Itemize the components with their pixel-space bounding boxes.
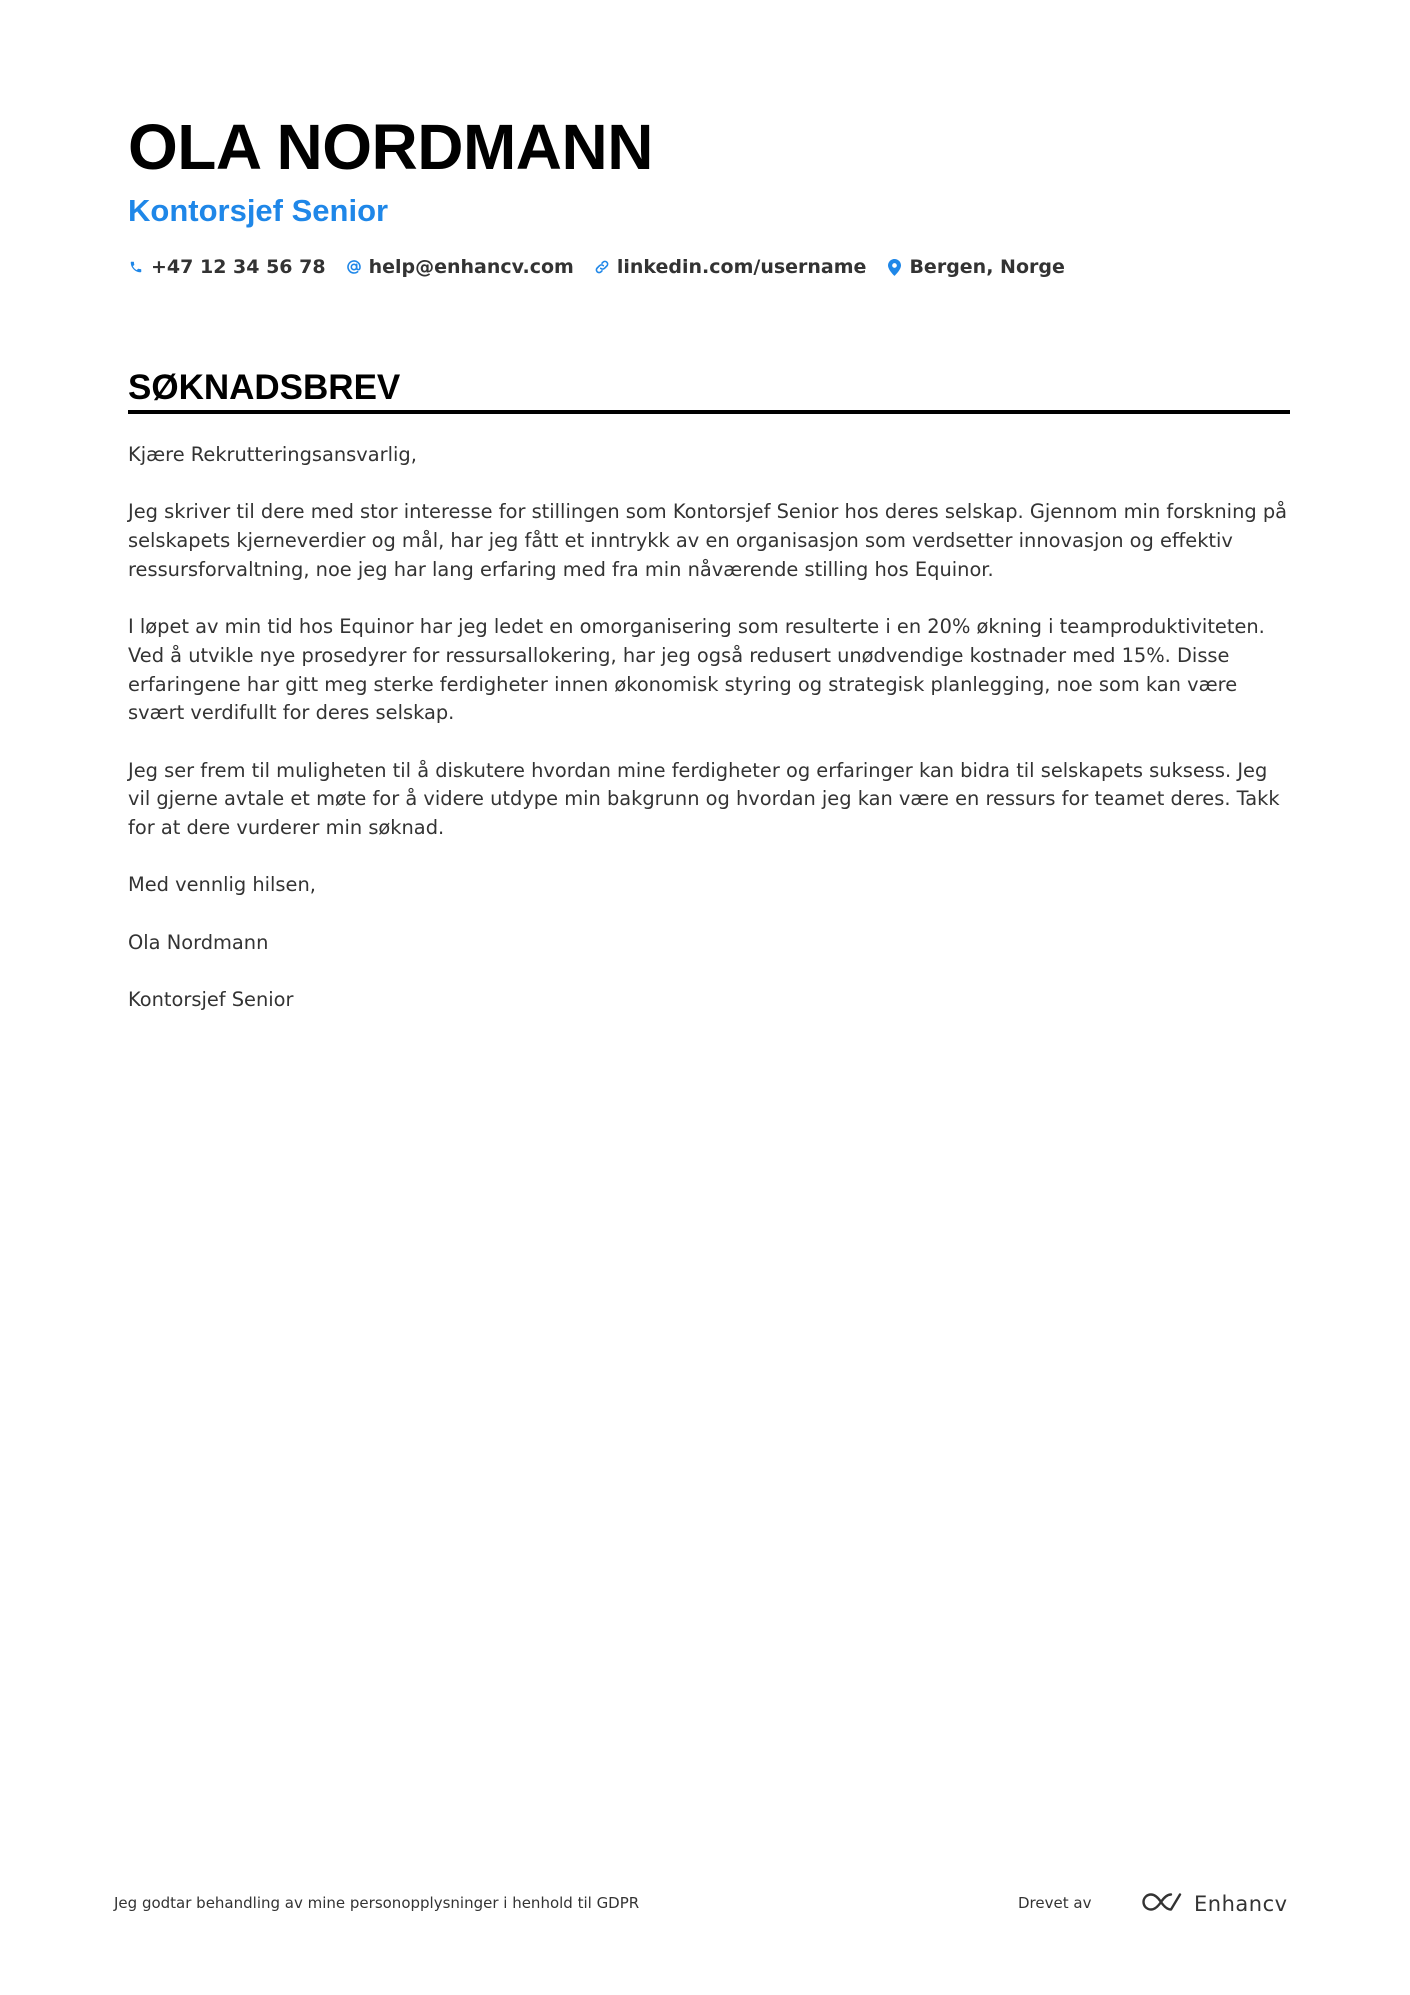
letter-paragraph: Jeg ser frem til muligheten til å diskutere hvordan mine ferdigheter og erfaringer kan bidra til selskapets suksess. Jeg vil gjerne avtale et møte for å videre utdype min bakgrunn og hvordan jeg kan være en ressurs for teamet deres. Takk for at dere vurderer min søknad. [128,758,1280,840]
at-icon [346,257,362,277]
enhancv-logo[interactable] [1138,1890,1288,1918]
letter-paragraph: Jeg skriver til dere med stor interesse for stillingen som Kontorsjef Senior hos deres selskap. Gjennom min forskning på selskapets kjerneverdier og mål, har jeg fått et inntrykk av en organisasjon som verdsetter innovasjon og effektiv ressursforvaltning, noe jeg har lang erfaring med fra min nåværende stilling hos Equinor. [128,500,1288,581]
phone-icon [128,257,144,277]
contact-location [886,254,1064,280]
signature-title: Kontorsjef Senior [128,988,294,1012]
contact-email-text: help@enhancv.com [368,256,574,278]
applicant-role: Kontorsjef Senior [128,193,389,228]
section-title: SØKNADSBREV [128,368,401,407]
link-icon [594,257,610,277]
powered-by-label: Drevet av [1018,1894,1092,1912]
infinity-logo-icon [1138,1890,1184,1918]
section-divider [128,410,1290,414]
contact-phone-text: +47 12 34 56 78 [151,256,326,278]
contact-location-text: Bergen, Norge [909,256,1065,278]
signature-name: Ola Nordmann [128,930,269,954]
contact-email[interactable] [346,254,574,280]
gdpr-consent-text: Jeg godtar behandling av mine personopplysninger i henhold til GDPR [114,1894,640,1912]
letter-greeting: Kjære Rekrutteringsansvarlig, [128,443,417,466]
enhancv-logo-text: Enhancv [1194,1892,1288,1916]
contact-phone[interactable] [128,254,326,280]
contact-bar [128,254,1085,280]
letter-closing: Med vennlig hilsen, [128,873,316,897]
letter-body [128,441,1290,1044]
location-pin-icon [886,257,902,277]
contact-linkedin-text: linkedin.com/username [616,256,867,278]
applicant-name: OLA NORDMANN [128,111,653,183]
letter-paragraph: I løpet av min tid hos Equinor har jeg ledet en omorganisering som resulterte i en 20% økning i teamproduktiviteten. Ved å utvikle nye prosedyrer for ressursallokering, har jeg også redusert unødvendige kostnader med 15%. Disse erfaringene har gitt meg sterke ferdigheter innen økonomisk styring og strategisk planlegging, noe som kan være svært verdifullt for deres selskap. [128,615,1265,725]
contact-linkedin[interactable] [594,254,867,280]
